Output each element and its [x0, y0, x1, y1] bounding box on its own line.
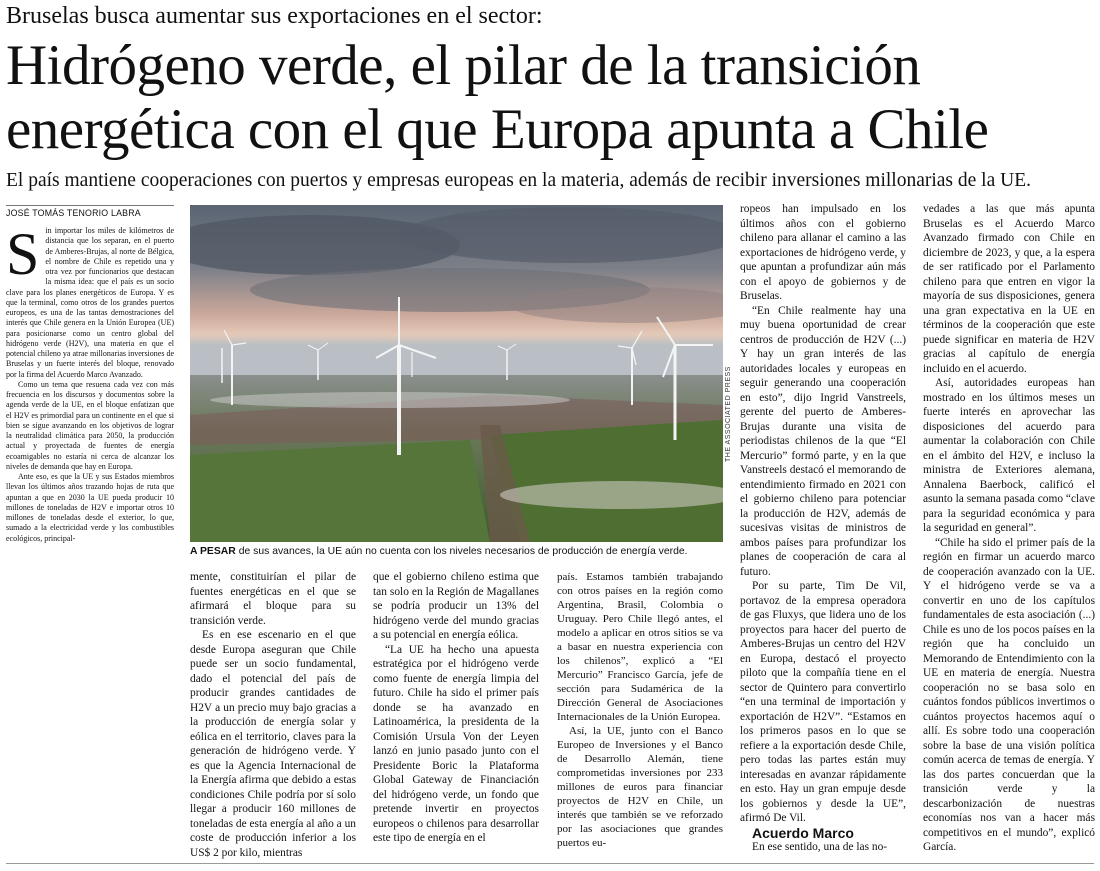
dropcap: S: [6, 221, 40, 287]
paragraph: ropeos han impulsado en los últimos años con el gobierno chileno para allanar el camino a las exportaciones de hidrógeno verde, y que apuntan a profundizar aún más con el apoyo de gobiernos y de Bruselas.: [740, 203, 906, 302]
paragraph: “Chile ha sido el primer país de la región en firmar un acuerdo marco de cooperación avanzado con la UE. Y el hidrógeno verde se va a convertir en uno de los capítulos fundamentales de esta asociación (...) Chile es uno de los pocos países en la región que ha concluido un Memorando de Entendimiento con la UE en materia de energía. Nuestra cooperación no se basa solo en cuántos fondos públicos invertimos o cuántos proyectos hacemos aquí o allí. Es sobre todo una cooperación sobre la base de una visión política común acerca de temas de energía. Y las dos partes concuerdan que la transición verde y la descarbonización de nuestras economías nos van a hacer más competitivos en el mundo”, explicó García.: [923, 536, 1095, 853]
byline: JOSÉ TOMÁS TENORIO LABRA: [6, 205, 174, 218]
wind-farm-photo: [190, 205, 723, 542]
column-1: [6, 221, 174, 544]
subhead: El país mantiene cooperaciones con puertos y empresas europeas en la materia, además de recibir inversiones millonarias de la UE.: [6, 170, 1031, 191]
photo-caption: A PESAR de sus avances, la UE aún no cuenta con los niveles necesarios de producción de energía verde.: [190, 546, 688, 557]
paragraph: Así, autoridades europeas han mostrado en los últimos meses un fuerte interés en aprovechar las disposiciones del acuerdo para aumentar la colaboración con Chile en el ámbito del H2V, e incluso la ministra de Exteriores alemana, Annalena Baerbock, calificó el asunto la semana pasada como “clave para la seguridad económica y para la seguridad en general”.: [923, 377, 1095, 534]
paragraph: Por su parte, Tim De Vil, portavoz de la empresa operadora de gas Fluxys, que lidera uno de los proyectos para hacer del puerto de Amberes-Brujas un centro del H2V en Europa, destacó el proyecto piloto que la compañía tiene en el sector de Quintero para convertirlo “en una terminal de importación y exportación de H2V”. “Estamos en los primeros pasos en lo que se refiere a la exportación desde Chile, pero todas las partes están muy interesadas en avanzar rápidamente en esto. Hay un gran empuje desde los gobiernos y desde la UE”, afirmó De Vil.: [740, 580, 906, 824]
paragraph: país. Estamos también trabajando con otros países en la región como Argentina, Brasil, Colombia o Uruguay. Pero Chile llegó antes, el modelo a aplicar en otros sitios se va a basar en nuestra experiencia con los chilenos”, explicó a “El Mercurio” Francisco García, jefe de sección para Sudamérica de la Dirección General de Asociaciones Internacionales de la Unión Europea.: [557, 571, 723, 723]
column-6: [923, 202, 1095, 855]
paragraph: “La UE ha hecho una apuesta estratégica por el hidrógeno verde como fuente de energía limpia del futuro. Chile ha sido el primer país donde se ha avanzado en Latinoamérica, la presidenta de la Comisión Ursula Von der Leyen lanzó en junio pasado junto con el Presidente Boric la Plataforma Global Gateway de Financiación del hidrógeno verde, un fondo que pretende invertir en proyectos europeos o chilenos para desarrollar este tipo de energía en el: [373, 643, 539, 844]
paragraph: mente, constituirían el pilar de fuentes energéticas en el que se afirmará el bloque para su transición verde.: [190, 571, 356, 627]
photo-credit: THE ASSOCIATED PRESS: [725, 366, 732, 462]
bottom-rule: [6, 863, 1094, 864]
headline-line-1: Hidrógeno verde, el pilar de la transición: [6, 34, 921, 97]
paragraph: vedades a las que más apunta Bruselas es el Acuerdo Marco Avanzado firmado con Chile en diciembre de 2023, y que, a la espera de ser ratificado por el Parlamento chileno para que entren en vigor la mayoría de sus disposiciones, genera una gran expectativa en la UE en términos de la cooperación que este puede significar en materia de H2V gracias al capítulo de energía incluido en el acuerdo.: [923, 203, 1095, 375]
column-2: [190, 570, 356, 860]
kicker: Bruselas busca aumentar sus exportaciones en el sector:: [6, 3, 543, 29]
paragraph: “En Chile realmente hay una muy buena oportunidad de crear centros de producción de H2V (...) Y hay un gran interés de las autoridades locales y europeas en seguir generando una cooperación en esto”, dijo Ingrid Vanstreels, gerente del puerto de Amberes-Brujas durante una visita de periodistas chilenos de la que “El Mercurio” formó parte, y en la que Vanstreels destacó el memorando de entendimiento firmado en 2021 con el gobierno chileno para potenciar la producción de H2V, además de sucesivas visitas de ministros de ambos países para profundizar los planes de cooperación de cara al futuro.: [740, 304, 906, 578]
paragraph: que el gobierno chileno estima que tan solo en la Región de Magallanes se podría producir un 13% del hidrógeno verde del mundo gracias a su potencial en energía eólica.: [373, 571, 539, 641]
paragraph: En ese sentido, una de las no-: [752, 841, 888, 853]
paragraph: Sin importar los miles de kilómetros de distancia que los separan, en el puerto de Amberes-Brujas, al norte de Bélgica, el nombre de Chile es repetido una y otra vez por funcionarios que destacan la misma idea: que el país es un socio clave para los planes energéticos de Europa. Y es que la terminal, como otros de los grandes puertos europeos, es una de las tantas demostraciones del interés que Chile genera en la Unión Europea (UE) para posicionarse como un centro global del hidrógeno verde (H2V), una materia en que el potencial chileno ya atrae millonarias inversiones de Bruselas y un fuerte interés del bloque, renovado por la firma del Acuerdo Marco Avanzado.: [6, 221, 174, 379]
headline: [6, 34, 1096, 162]
column-3: [373, 570, 539, 846]
column-4: [557, 570, 723, 850]
paragraph: Como un tema que resuena cada vez con más frecuencia en los discursos y documentos sobre la agenda verde de la UE, en el bloque enfatizan que el H2V es primordial para un continente en el que si bien se sigue avanzando en los objetivos de lograr la neutralidad climática para 2050, la producción actual y proyectada de fuentes de energía ecoamigables no estaría ni cerca de alcanzar los niveles de demanda que hay en Europa.: [6, 379, 174, 471]
paragraph: Así, la UE, junto con el Banco Europeo de Inversiones y el Banco de Desarrollo Alemán, tiene comprometidas inversiones por 233 millones de euros para financiar proyectos de H2V en Chile, un interés que también se ve reforzado por las asociaciones que grandes puertos eu-: [557, 725, 723, 849]
section-subtitle: Acuerdo Marco: [752, 824, 854, 841]
headline-line-2: energética con el que Europa apunta a Chile: [6, 98, 989, 161]
paragraph: Es en ese escenario en el que desde Europa aseguran que Chile puede ser un socio fundamental, dado el potencial del país de producir grandes cantidades de H2V a un precio muy bajo gracias a la producción de energía solar y eólica en el territorio, claves para la generación de hidrógeno verde. Y es que la Agencia Internacional de la Energía afirma que debido a estas condiciones Chile podría por sí solo llegar a producir 160 millones de toneladas de esta energía al año a un coste de producción inferior a los US$ 2 por kilo, mientras: [190, 629, 356, 859]
paragraph: Ante eso, es que la UE y sus Estados miembros llevan los últimos años trazando hojas de ruta que apuntan a que en 2030 la UE pueda producir 10 millones de toneladas de H2V e importar otros 10 millones de toneladas desde el exterior, lo que, sumado a la electricidad verde y los combustibles ecológicos, principal-: [6, 472, 174, 543]
column-5: [740, 202, 906, 855]
